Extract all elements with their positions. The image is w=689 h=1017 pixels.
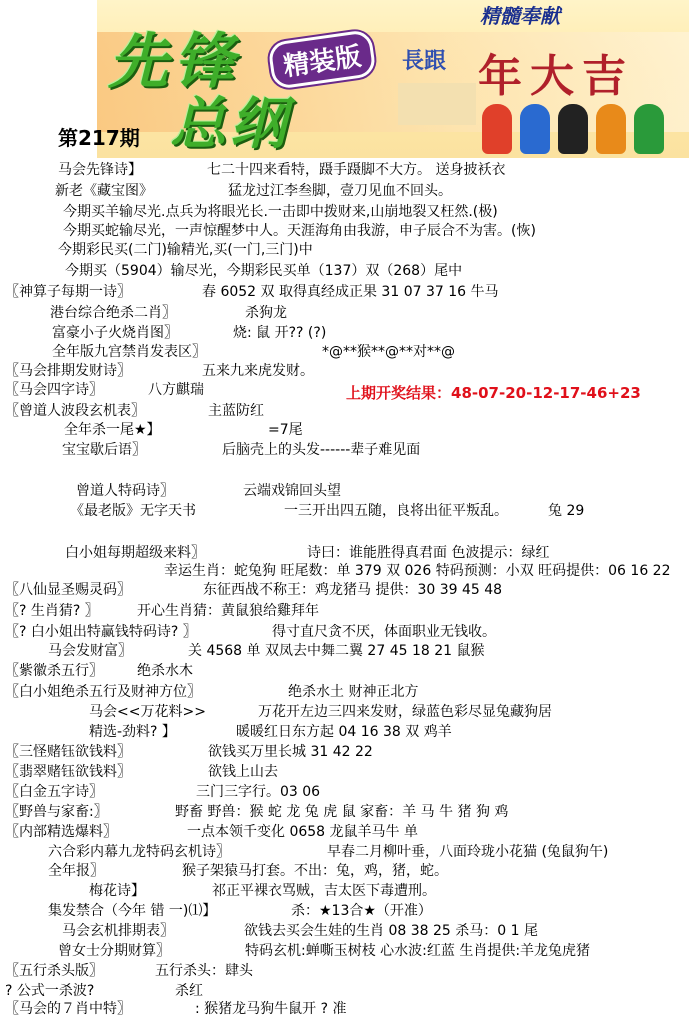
text-line: 诗曰：谁能胜得真君面 色波提示：绿红	[307, 545, 550, 561]
header-banner	[0, 0, 689, 158]
text-line: 〖马会排期发财诗〗	[5, 363, 131, 379]
text-line: 今期买（5904）输尽光，今期彩民买单（137）双（268）尾中	[65, 263, 463, 279]
text-line: 绝杀水木	[137, 663, 193, 679]
last-draw-result	[346, 385, 641, 401]
text-line: 暖暖红日东方起 04 16 38 双 鸡羊	[236, 724, 452, 740]
text-line: 〖白金五字诗〗	[5, 784, 103, 800]
text-line: 五来九来虎发财。	[202, 363, 314, 379]
text-line: 特码玄机:蝉嘶玉树枝 心水波:红蓝 生肖提供:羊龙兔虎猪	[245, 943, 591, 959]
text-line: : 猴猪龙马狗牛鼠开 ? 准	[195, 1001, 347, 1017]
text-line: 猛龙过江李叁脚，壹刀见血不回头。	[228, 183, 452, 199]
follow-label: 長跟	[402, 49, 447, 74]
banner-blank-box	[398, 83, 476, 125]
text-line: 曾女士分期财算〗	[58, 943, 170, 959]
text-line: 关 4568 单 双凤去中舞二翼 27 45 18 21 鼠猴	[188, 643, 485, 659]
text-line: 〖紫徽杀五行〗	[5, 663, 103, 679]
text-line: 马会先锋诗】	[58, 162, 142, 178]
text-line: 白小姐每期超级来料〗	[65, 545, 205, 561]
text-line: 全年杀一尾★】	[64, 422, 161, 438]
logo-text-bottom: 总纲	[170, 91, 290, 157]
text-line: 主蓝防红	[208, 403, 264, 419]
text-line: 今期彩民买(二门)输精光,买(一门,三门)中	[58, 242, 313, 258]
text-line: 春 6052 双 取得真经成正果 31 07 37 16 牛马	[202, 284, 499, 300]
text-line: 〖翡翠赌钰欲钱料〗	[5, 764, 131, 780]
text-line: 马会<<万花料>>	[89, 704, 206, 720]
text-line: 开心生肖猜：黄鼠狼给雞拜年	[137, 603, 319, 619]
text-line: 〖三怪赌钰欲钱料〗	[5, 744, 131, 760]
text-line: 〖神算子每期一诗〗	[5, 284, 131, 300]
text-line: *@**猴**@**对**@	[322, 344, 455, 360]
mascot-icon	[634, 104, 664, 154]
text-line: 〖曾道人波段玄机表〗	[5, 403, 145, 419]
text-line: 杀红	[175, 983, 203, 999]
mascot-icon	[558, 104, 588, 154]
banner-slogan: 精髓奉献	[480, 4, 560, 28]
text-line: 集发禁合（今年 错 一)⑴】	[48, 903, 217, 919]
text-line: 〖八仙显圣赐灵码〗	[5, 582, 131, 598]
text-line: 烧: 鼠 开?? (?)	[233, 325, 327, 341]
text-line: 幸运生肖：蛇兔狗 旺尾数：单 379 双 026 特码预测：小双 旺码提供：06 16 22	[164, 563, 671, 579]
text-line: 万花开左边三四来发财，绿蓝色彩尽显兔藏狗居	[258, 704, 552, 720]
new-year-sign: 年大吉	[478, 51, 634, 102]
text-line: 六合彩内幕九龙特码玄机诗〗	[48, 844, 230, 860]
text-line: 宝宝歇后语〗	[62, 442, 146, 458]
text-line: 新老《藏宝图》	[55, 183, 153, 199]
text-line: 港台综合绝杀二肖〗	[50, 305, 176, 321]
text-line: 兔 29	[548, 503, 585, 519]
text-line: 今期买羊输尽光.点兵为将眼光长.一击即中拨财来,山崩地裂又枉然.(极)	[63, 204, 498, 220]
text-line: 〖? 生肖猜? 〗	[5, 603, 99, 619]
text-line: 欲钱买万里长城 31 42 22	[208, 744, 373, 760]
text-line: 梅花诗】	[89, 883, 145, 899]
text-line: 〖野兽与家畜:〗	[5, 804, 108, 820]
text-line: 〖马会四字诗〗	[5, 382, 103, 398]
text-line: =7尾	[268, 422, 303, 438]
text-line: 全年版九宫禁肖发表区〗	[52, 344, 206, 360]
mascot-icon	[482, 104, 512, 154]
text-line: 〖五行杀头版〗	[5, 963, 103, 979]
text-line: 〖内部精选爆料〗	[5, 824, 117, 840]
text-line: 富豪小子火烧肖图〗	[52, 325, 178, 341]
text-line: 欲钱去买会生娃的生肖 08 38 25 杀马：0 1 尾	[244, 923, 538, 939]
issue-number: 第217期	[58, 126, 140, 150]
mascot-icon	[520, 104, 550, 154]
text-line: 马会玄机排期表〗	[62, 923, 174, 939]
text-line: 今期买蛇输尽光，一声惊醒梦中人。天涯海角由我游，申子辰合不为害。(恢)	[63, 223, 536, 239]
logo-text-top: 先锋	[108, 27, 240, 97]
text-line: 祁正平裸衣骂贼，吉太医下毒遭刑。	[212, 883, 436, 899]
edition-badge: 精装版	[267, 29, 377, 90]
text-line: 云端戏锦回头望	[243, 483, 341, 499]
text-line: 三门三字行。03 06	[196, 784, 321, 800]
text-line: 猴子架猿马打套。不出：兔，鸡，猪，蛇。	[182, 863, 448, 879]
last-draw-numbers: 48-07-20-12-17-46+23	[451, 384, 641, 402]
text-line: 野畜 野兽：猴 蛇 龙 兔 虎 鼠 家畜：羊 马 牛 猪 狗 鸡	[175, 804, 509, 820]
text-line: 杀：★13合★（开准）	[291, 903, 432, 919]
last-draw-label: 上期开奖结果：	[346, 384, 452, 402]
mascot-figures	[480, 96, 685, 154]
text-line: 〖? 白小姐出特赢钱特码诗? 〗	[5, 624, 197, 640]
text-line: 一点本领千变化 0658 龙鼠羊马牛 单	[187, 824, 418, 840]
text-line: 马会发财富〗	[48, 643, 132, 659]
text-line: 绝杀水土 财神正北方	[288, 684, 419, 700]
text-line: 杀狗龙	[245, 305, 287, 321]
text-line: 早春二月柳叶垂，八面玲珑小花猫 (兔鼠狗午)	[327, 844, 609, 860]
mascot-icon	[596, 104, 626, 154]
text-line: 精选-劲料? 】	[89, 724, 176, 740]
text-line: 曾道人特码诗〗	[76, 483, 174, 499]
text-line: 一三开出四五随，良将出征平叛乱。	[284, 503, 508, 519]
text-line: 〖马会的７肖中特〗	[5, 1001, 131, 1017]
text-line: 得寸直尺贪不厌，体面职业无钱收。	[272, 624, 496, 640]
text-line: 全年报〗	[48, 863, 104, 879]
text-line: ? 公式一杀波?	[5, 983, 95, 999]
text-line: 《最老版》无字天书	[70, 503, 196, 519]
text-line: 欲钱上山去	[208, 764, 278, 780]
text-line: 〖白小姐绝杀五行及财神方位〗	[5, 684, 201, 700]
text-line: 八方麒瑞	[148, 382, 204, 398]
text-line: 后脑壳上的头发------辈子难见面	[222, 442, 421, 458]
text-line: 七二十四来看特，蹑手蹑脚不大方。 送身披袄衣	[207, 162, 506, 178]
text-line: 东征西战不称王：鸡龙猪马 提供：30 39 45 48	[203, 582, 503, 598]
text-line: 五行杀头：肆头	[155, 963, 253, 979]
